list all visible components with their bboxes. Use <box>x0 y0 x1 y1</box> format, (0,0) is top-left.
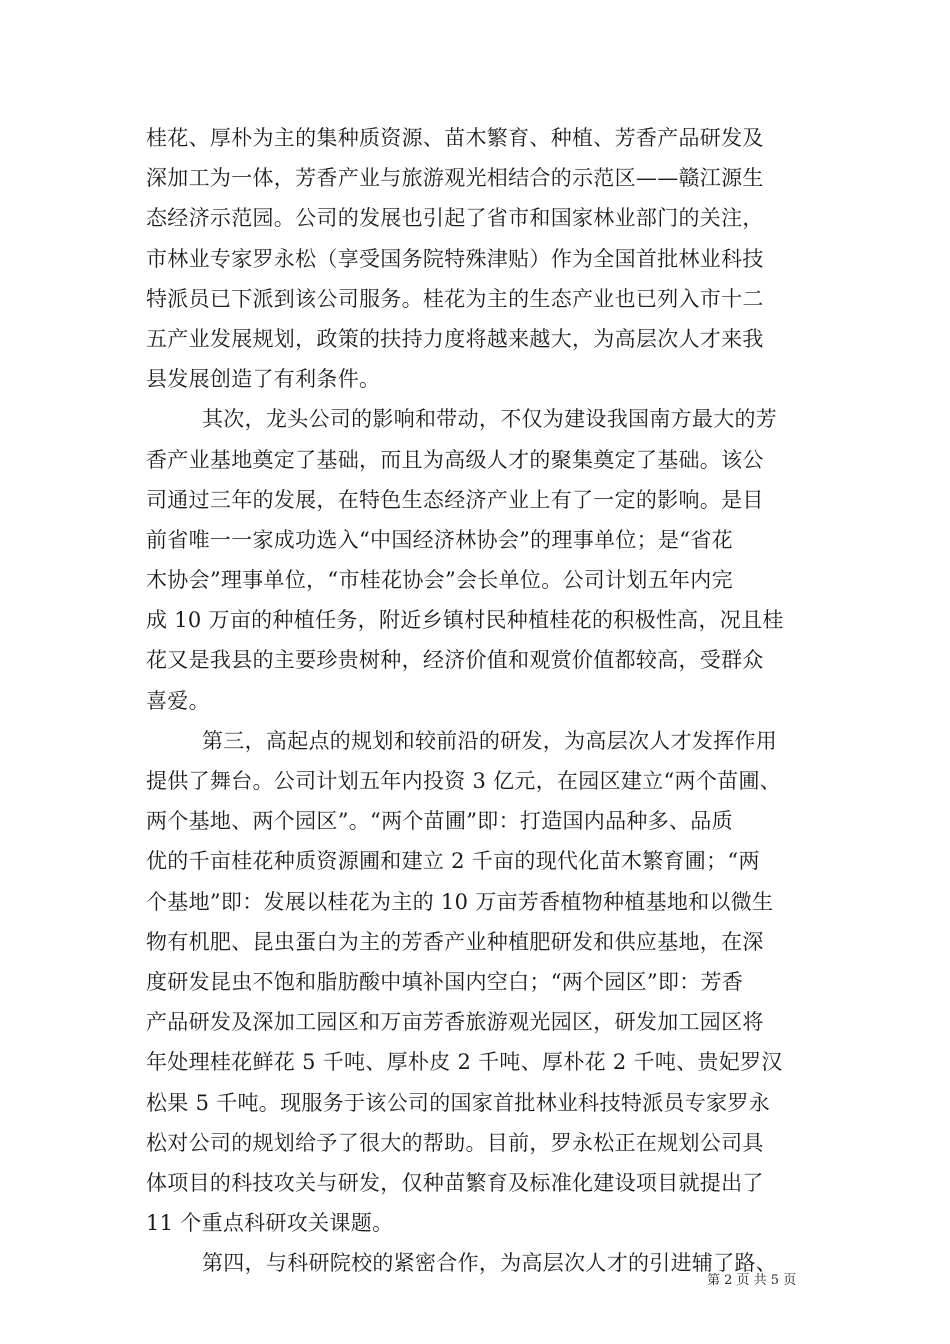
text-line: 深加工为一体，芳香产业与旅游观光相结合的示范区——赣江源生 <box>146 166 764 191</box>
text-line: 木协会”理事单位，“市桂花协会”会长单位。公司计划五年内完 <box>146 568 733 593</box>
text-line: 县发展创造了有利条件。 <box>146 367 381 392</box>
paragraph-first-line: 第四，与科研院校的紧密合作，为高层次人才的引进辅了路、 <box>202 1251 778 1276</box>
text-line: 物有机肥、昆虫蛋白为主的芳香产业种植肥研发和供应基地，在深 <box>146 929 764 954</box>
text-line: 态经济示范园。公司的发展也引起了省市和国家林业部门的关注， <box>146 206 764 231</box>
text-line: 两个基地、两个园区”。“两个苗圃”即：打造国内品种多、品质 <box>146 809 733 834</box>
page-number-footer: 第 2 页 共 5 页 <box>707 1273 797 1288</box>
paragraph-first-line: 其次，龙头公司的影响和带动，不仅为建设我国南方最大的芳 <box>202 407 778 432</box>
text-line: 喜爱。 <box>146 688 210 713</box>
text-line: 体项目的科技攻关与研发，仅种苗繁育及标准化建设项目就提出了 <box>146 1170 764 1195</box>
text-line: 年处理桂花鲜花 5 千吨、厚朴皮 2 千吨、厚朴花 2 千吨、贵妃罗汉 <box>146 1050 783 1075</box>
text-line: 市林业专家罗永松（享受国务院特殊津贴）作为全国首批林业科技 <box>146 246 764 271</box>
text-line: 11 个重点科研攻关课题。 <box>146 1211 394 1236</box>
text-line: 特派员已下派到该公司服务。桂花为主的生态产业也已列入市十二 <box>146 286 764 311</box>
text-line: 产品研发及深加工园区和万亩芳香旅游观光园区，研发加工园区将 <box>146 1010 764 1035</box>
text-line: 花又是我县的主要珍贵树种，经济价值和观赏价值都较高，受群众 <box>146 648 764 673</box>
text-line: 提供了舞台。公司计划五年内投资 3 亿元，在园区建立“两个苗圃、 <box>146 769 782 793</box>
text-line: 松果 5 千吨。现服务于该公司的国家首批林业科技特派员专家罗永 <box>146 1090 771 1115</box>
text-line: 香产业基地奠定了基础，而且为高级人才的聚集奠定了基础。该公 <box>146 447 764 472</box>
document-body <box>146 118 816 1283</box>
text-line: 前省唯一一家成功选入“中国经济林协会”的理事单位；是“省花 <box>146 527 733 552</box>
text-line: 五产业发展规划，政策的扶持力度将越来越大，为高层次人才来我 <box>146 326 764 351</box>
text-line: 桂花、厚朴为主的集种质资源、苗木繁育、种植、芳香产品研发及 <box>146 126 764 150</box>
text-line: 松对公司的规划给予了很大的帮助。目前，罗永松正在规划公司具 <box>146 1130 764 1155</box>
text-line: 成 10 万亩的种植任务，附近乡镇村民种植桂花的积极性高，况且桂 <box>146 608 784 633</box>
text-line: 个基地”即：发展以桂花为主的 10 万亩芳香植物种植基地和以微生 <box>146 889 774 914</box>
paragraph-first-line: 第三，高起点的规划和较前沿的研发，为高层次人才发挥作用 <box>202 728 778 753</box>
text-line: 优的千亩桂花种质资源圃和建立 2 千亩的现代化苗木繁育圃；“两 <box>146 849 760 874</box>
text-line: 司通过三年的发展，在特色生态经济产业上有了一定的影响。是目 <box>146 487 764 512</box>
text-line: 度研发昆虫不饱和脂肪酸中填补国内空白；“两个园区”即：芳香 <box>146 969 744 994</box>
